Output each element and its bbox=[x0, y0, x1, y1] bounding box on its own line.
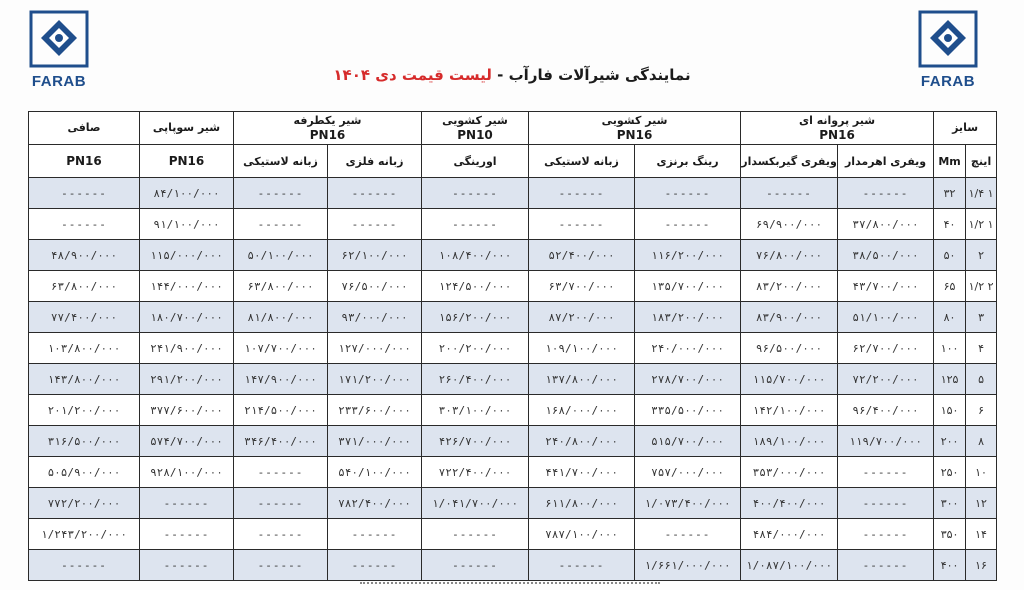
price-cell: ۲۴۰/۸۰۰/۰۰۰ bbox=[529, 426, 635, 457]
price-cell: ۶۳/۸۰۰/۰۰۰ bbox=[234, 271, 328, 302]
price-cell: ۴۴۱/۷۰۰/۰۰۰ bbox=[529, 457, 635, 488]
price-table bbox=[28, 111, 997, 581]
price-cell: ۸۷/۲۰۰/۰۰۰ bbox=[529, 302, 635, 333]
table-row bbox=[29, 240, 997, 271]
page-title bbox=[0, 66, 1024, 84]
price-cell: ۱۰۳/۸۰۰/۰۰۰ bbox=[29, 333, 140, 364]
price-cell: ۱۳۷/۸۰۰/۰۰۰ bbox=[529, 364, 635, 395]
price-cell: ------ bbox=[741, 178, 838, 209]
price-cell: ------ bbox=[29, 178, 140, 209]
title-main: نمایندگی شیرآلات فارآب bbox=[508, 66, 691, 84]
price-cell: ۷۵۷/۰۰۰/۰۰۰ bbox=[635, 457, 741, 488]
header-check-rubber: زبانه لاستیکی bbox=[234, 145, 328, 178]
price-cell: ۵۲/۴۰۰/۰۰۰ bbox=[529, 240, 635, 271]
size-inch-cell: ۱ ۱/۴ bbox=[966, 178, 997, 209]
price-cell: ۴۲۶/۷۰۰/۰۰۰ bbox=[422, 426, 529, 457]
price-cell: ۴۰۰/۴۰۰/۰۰۰ bbox=[741, 488, 838, 519]
price-cell: ۱/۰۷۳/۴۰۰/۰۰۰ bbox=[635, 488, 741, 519]
price-cell: ۷۷۲/۲۰۰/۰۰۰ bbox=[29, 488, 140, 519]
price-cell: ۷۷/۴۰۰/۰۰۰ bbox=[29, 302, 140, 333]
price-cell: ------ bbox=[328, 209, 422, 240]
price-cell: ۳۸/۵۰۰/۰۰۰ bbox=[838, 240, 934, 271]
size-mm-cell: ۱۰۰ bbox=[934, 333, 966, 364]
price-cell: ۴۸۴/۰۰۰/۰۰۰ bbox=[741, 519, 838, 550]
price-cell: ۲۴۱/۹۰۰/۰۰۰ bbox=[140, 333, 234, 364]
size-mm-cell: ۴۰ bbox=[934, 209, 966, 240]
price-cell: ۳۷۱/۰۰۰/۰۰۰ bbox=[328, 426, 422, 457]
size-mm-cell: ۶۵ bbox=[934, 271, 966, 302]
price-cell: ۳۰۳/۱۰۰/۰۰۰ bbox=[422, 395, 529, 426]
price-cell: ۳۷۷/۶۰۰/۰۰۰ bbox=[140, 395, 234, 426]
price-cell: ۱۲۷/۰۰۰/۰۰۰ bbox=[328, 333, 422, 364]
price-cell: ------ bbox=[234, 488, 328, 519]
table-row bbox=[29, 550, 997, 581]
size-inch-cell: ۳ bbox=[966, 302, 997, 333]
price-cell: ۲۴۰/۰۰۰/۰۰۰ bbox=[635, 333, 741, 364]
price-cell: ۲۱۴/۵۰۰/۰۰۰ bbox=[234, 395, 328, 426]
size-mm-cell: ۲۵۰ bbox=[934, 457, 966, 488]
price-cell: ۹۳/۰۰۰/۰۰۰ bbox=[328, 302, 422, 333]
header-inch: اینچ bbox=[966, 145, 997, 178]
header-check: شیر یکطرفه PN16 bbox=[234, 112, 422, 145]
price-cell: ۱۴۴/۰۰۰/۰۰۰ bbox=[140, 271, 234, 302]
size-inch-cell: ۱۶ bbox=[966, 550, 997, 581]
bottom-dotted-line bbox=[360, 582, 660, 588]
header-strainer-pn: PN16 bbox=[29, 145, 140, 178]
size-inch-cell: ۸ bbox=[966, 426, 997, 457]
size-inch-cell: ۱۲ bbox=[966, 488, 997, 519]
size-mm-cell: ۵۰ bbox=[934, 240, 966, 271]
price-cell: ------ bbox=[29, 209, 140, 240]
price-cell: ۷۸۷/۱۰۰/۰۰۰ bbox=[529, 519, 635, 550]
price-cell: ------ bbox=[234, 519, 328, 550]
header-butterfly-gear: ویفری گیربکسدار bbox=[741, 145, 838, 178]
logo-word: FARAB bbox=[920, 73, 976, 90]
price-cell: ۱۰۸/۴۰۰/۰۰۰ bbox=[422, 240, 529, 271]
price-cell: ۷۶/۵۰۰/۰۰۰ bbox=[328, 271, 422, 302]
header-gate-bronze: رینگ برنزی bbox=[635, 145, 741, 178]
price-cell: ۵۱۵/۷۰۰/۰۰۰ bbox=[635, 426, 741, 457]
price-cell: ۱/۰۸۷/۱۰۰/۰۰۰ bbox=[741, 550, 838, 581]
header-gate-pn10: شیر کشویی PN10 bbox=[422, 112, 529, 145]
price-cell: ۱۶۸/۰۰۰/۰۰۰ bbox=[529, 395, 635, 426]
price-cell: ۲۷۸/۷۰۰/۰۰۰ bbox=[635, 364, 741, 395]
price-cell: ۱۸۰/۷۰۰/۰۰۰ bbox=[140, 302, 234, 333]
price-cell: ------ bbox=[838, 550, 934, 581]
price-cell: ۶۹/۹۰۰/۰۰۰ bbox=[741, 209, 838, 240]
size-inch-cell: ۵ bbox=[966, 364, 997, 395]
price-cell: ۲۰۰/۲۰۰/۰۰۰ bbox=[422, 333, 529, 364]
price-cell: ------ bbox=[529, 178, 635, 209]
price-cell: ------ bbox=[140, 488, 234, 519]
price-cell: ۴۸/۹۰۰/۰۰۰ bbox=[29, 240, 140, 271]
price-cell: ۱۵۶/۲۰۰/۰۰۰ bbox=[422, 302, 529, 333]
price-cell: ۹۲۸/۱۰۰/۰۰۰ bbox=[140, 457, 234, 488]
size-mm-cell: ۲۰۰ bbox=[934, 426, 966, 457]
header-butterfly: شیر پروانه ای PN16 bbox=[741, 112, 934, 145]
size-inch-cell: ۲ ۱/۲ bbox=[966, 271, 997, 302]
price-cell: ۱/۲۴۳/۲۰۰/۰۰۰ bbox=[29, 519, 140, 550]
price-cell: ۷۲/۲۰۰/۰۰۰ bbox=[838, 364, 934, 395]
price-cell: ------ bbox=[422, 209, 529, 240]
header-size: سایز bbox=[934, 112, 997, 145]
size-mm-cell: ۸۰ bbox=[934, 302, 966, 333]
price-cell: ۶۳/۸۰۰/۰۰۰ bbox=[29, 271, 140, 302]
size-mm-cell: ۱۵۰ bbox=[934, 395, 966, 426]
price-cell: ------ bbox=[635, 519, 741, 550]
price-cell: ۱۱۹/۷۰۰/۰۰۰ bbox=[838, 426, 934, 457]
title-separator: - bbox=[497, 66, 504, 84]
price-cell: ۵۷۴/۷۰۰/۰۰۰ bbox=[140, 426, 234, 457]
price-cell: ------ bbox=[234, 550, 328, 581]
price-cell: ۶۲/۷۰۰/۰۰۰ bbox=[838, 333, 934, 364]
price-cell: ------ bbox=[838, 488, 934, 519]
size-mm-cell: ۳۵۰ bbox=[934, 519, 966, 550]
price-cell: ۵۱/۱۰۰/۰۰۰ bbox=[838, 302, 934, 333]
price-cell: ۱۳۵/۷۰۰/۰۰۰ bbox=[635, 271, 741, 302]
price-cell: ۱۴۷/۹۰۰/۰۰۰ bbox=[234, 364, 328, 395]
price-cell: ۸۴/۱۰۰/۰۰۰ bbox=[140, 178, 234, 209]
size-inch-cell: ۴ bbox=[966, 333, 997, 364]
price-cell: ------ bbox=[328, 550, 422, 581]
size-inch-cell: ۲ bbox=[966, 240, 997, 271]
table-row bbox=[29, 209, 997, 240]
price-cell: ------ bbox=[140, 519, 234, 550]
price-cell: ۱۱۶/۲۰۰/۰۰۰ bbox=[635, 240, 741, 271]
price-cell: ------ bbox=[529, 550, 635, 581]
table-row bbox=[29, 426, 997, 457]
header-gate-pn16: شیر کشویی PN16 bbox=[529, 112, 741, 145]
price-cell: ------ bbox=[422, 178, 529, 209]
price-cell: ۱۸۹/۱۰۰/۰۰۰ bbox=[741, 426, 838, 457]
size-inch-cell: ۶ bbox=[966, 395, 997, 426]
price-cell: ------ bbox=[635, 209, 741, 240]
price-cell: ۳۱۶/۵۰۰/۰۰۰ bbox=[29, 426, 140, 457]
size-inch-cell: ۱۰ bbox=[966, 457, 997, 488]
price-cell: ------ bbox=[838, 457, 934, 488]
price-cell: ۷۸۲/۴۰۰/۰۰۰ bbox=[328, 488, 422, 519]
price-cell: ۱۱۵/۷۰۰/۰۰۰ bbox=[741, 364, 838, 395]
size-mm-cell: ۱۲۵ bbox=[934, 364, 966, 395]
price-cell: ۹۶/۵۰۰/۰۰۰ bbox=[741, 333, 838, 364]
price-cell: ------ bbox=[29, 550, 140, 581]
price-cell: ------ bbox=[328, 519, 422, 550]
price-cell: ۷۲۲/۴۰۰/۰۰۰ bbox=[422, 457, 529, 488]
price-cell: ۳۵۳/۰۰۰/۰۰۰ bbox=[741, 457, 838, 488]
header-mm: Mm bbox=[934, 145, 966, 178]
price-cell: ۵۴۰/۱۰۰/۰۰۰ bbox=[328, 457, 422, 488]
size-inch-cell: ۱ ۱/۲ bbox=[966, 209, 997, 240]
price-cell: ۸۱/۸۰۰/۰۰۰ bbox=[234, 302, 328, 333]
price-cell: ------ bbox=[838, 178, 934, 209]
price-cell: ------ bbox=[234, 209, 328, 240]
price-cell: ------ bbox=[422, 519, 529, 550]
price-cell: ------ bbox=[234, 457, 328, 488]
table-row bbox=[29, 519, 997, 550]
header-gate-rubber: زبانه لاستیکی bbox=[529, 145, 635, 178]
table-row bbox=[29, 302, 997, 333]
price-cell: ۱۲۴/۵۰۰/۰۰۰ bbox=[422, 271, 529, 302]
header-butterfly-lever: ویفری اهرمدار bbox=[838, 145, 934, 178]
table-row bbox=[29, 364, 997, 395]
price-cell: ------ bbox=[635, 178, 741, 209]
price-cell: ۸۳/۹۰۰/۰۰۰ bbox=[741, 302, 838, 333]
price-cell: ۸۳/۲۰۰/۰۰۰ bbox=[741, 271, 838, 302]
price-cell: ۱۰۷/۷۰۰/۰۰۰ bbox=[234, 333, 328, 364]
price-cell: ۲۰۱/۲۰۰/۰۰۰ bbox=[29, 395, 140, 426]
price-cell: ------ bbox=[140, 550, 234, 581]
price-cell: ۶۱۱/۸۰۰/۰۰۰ bbox=[529, 488, 635, 519]
price-cell: ۷۶/۸۰۰/۰۰۰ bbox=[741, 240, 838, 271]
price-cell: ۴۳/۷۰۰/۰۰۰ bbox=[838, 271, 934, 302]
farab-logo-icon bbox=[918, 10, 978, 68]
price-cell: ۱۸۳/۲۰۰/۰۰۰ bbox=[635, 302, 741, 333]
price-cell: ۱۱۵/۰۰۰/۰۰۰ bbox=[140, 240, 234, 271]
price-cell: ۳۳۵/۵۰۰/۰۰۰ bbox=[635, 395, 741, 426]
price-cell: ۱۴۳/۸۰۰/۰۰۰ bbox=[29, 364, 140, 395]
table-row bbox=[29, 488, 997, 519]
header-sopapi-pn: PN16 bbox=[140, 145, 234, 178]
table-row bbox=[29, 333, 997, 364]
size-mm-cell: ۳۰۰ bbox=[934, 488, 966, 519]
price-cell: ------ bbox=[529, 209, 635, 240]
price-cell: ------ bbox=[838, 519, 934, 550]
price-cell: ۹۶/۴۰۰/۰۰۰ bbox=[838, 395, 934, 426]
price-cell: ۱۴۲/۱۰۰/۰۰۰ bbox=[741, 395, 838, 426]
price-cell: ------ bbox=[328, 178, 422, 209]
price-cell: ۲۳۳/۶۰۰/۰۰۰ bbox=[328, 395, 422, 426]
farab-logo-icon bbox=[29, 10, 89, 68]
size-mm-cell: ۳۲ bbox=[934, 178, 966, 209]
table-row bbox=[29, 271, 997, 302]
price-cell: ۲۹۱/۲۰۰/۰۰۰ bbox=[140, 364, 234, 395]
size-mm-cell: ۴۰۰ bbox=[934, 550, 966, 581]
price-cell: ۹۱/۱۰۰/۰۰۰ bbox=[140, 209, 234, 240]
logo-word: FARAB bbox=[31, 73, 87, 90]
price-cell: ۲۶۰/۴۰۰/۰۰۰ bbox=[422, 364, 529, 395]
header-strainer: صافی bbox=[29, 112, 140, 145]
price-cell: ------ bbox=[422, 550, 529, 581]
price-cell: ۵۰۵/۹۰۰/۰۰۰ bbox=[29, 457, 140, 488]
header-check-metal: زبانه فلزی bbox=[328, 145, 422, 178]
table-row bbox=[29, 178, 997, 209]
price-cell: ۱/۰۴۱/۷۰۰/۰۰۰ bbox=[422, 488, 529, 519]
header-gate-oring: اورینگی bbox=[422, 145, 529, 178]
price-cell: ۱۰۹/۱۰۰/۰۰۰ bbox=[529, 333, 635, 364]
title-sub: لیست قیمت دی ۱۴۰۴ bbox=[333, 66, 492, 84]
table-row bbox=[29, 457, 997, 488]
price-cell: ۳۷/۸۰۰/۰۰۰ bbox=[838, 209, 934, 240]
price-cell: ۱۷۱/۲۰۰/۰۰۰ bbox=[328, 364, 422, 395]
header-sopapi: شیر سوپاپی bbox=[140, 112, 234, 145]
price-cell: ۱/۶۶۱/۰۰۰/۰۰۰ bbox=[635, 550, 741, 581]
price-cell: ------ bbox=[234, 178, 328, 209]
price-cell: ۳۴۶/۴۰۰/۰۰۰ bbox=[234, 426, 328, 457]
price-cell: ۶۲/۱۰۰/۰۰۰ bbox=[328, 240, 422, 271]
price-cell: ۶۳/۷۰۰/۰۰۰ bbox=[529, 271, 635, 302]
table-row bbox=[29, 395, 997, 426]
price-cell: ۵۰/۱۰۰/۰۰۰ bbox=[234, 240, 328, 271]
size-inch-cell: ۱۴ bbox=[966, 519, 997, 550]
